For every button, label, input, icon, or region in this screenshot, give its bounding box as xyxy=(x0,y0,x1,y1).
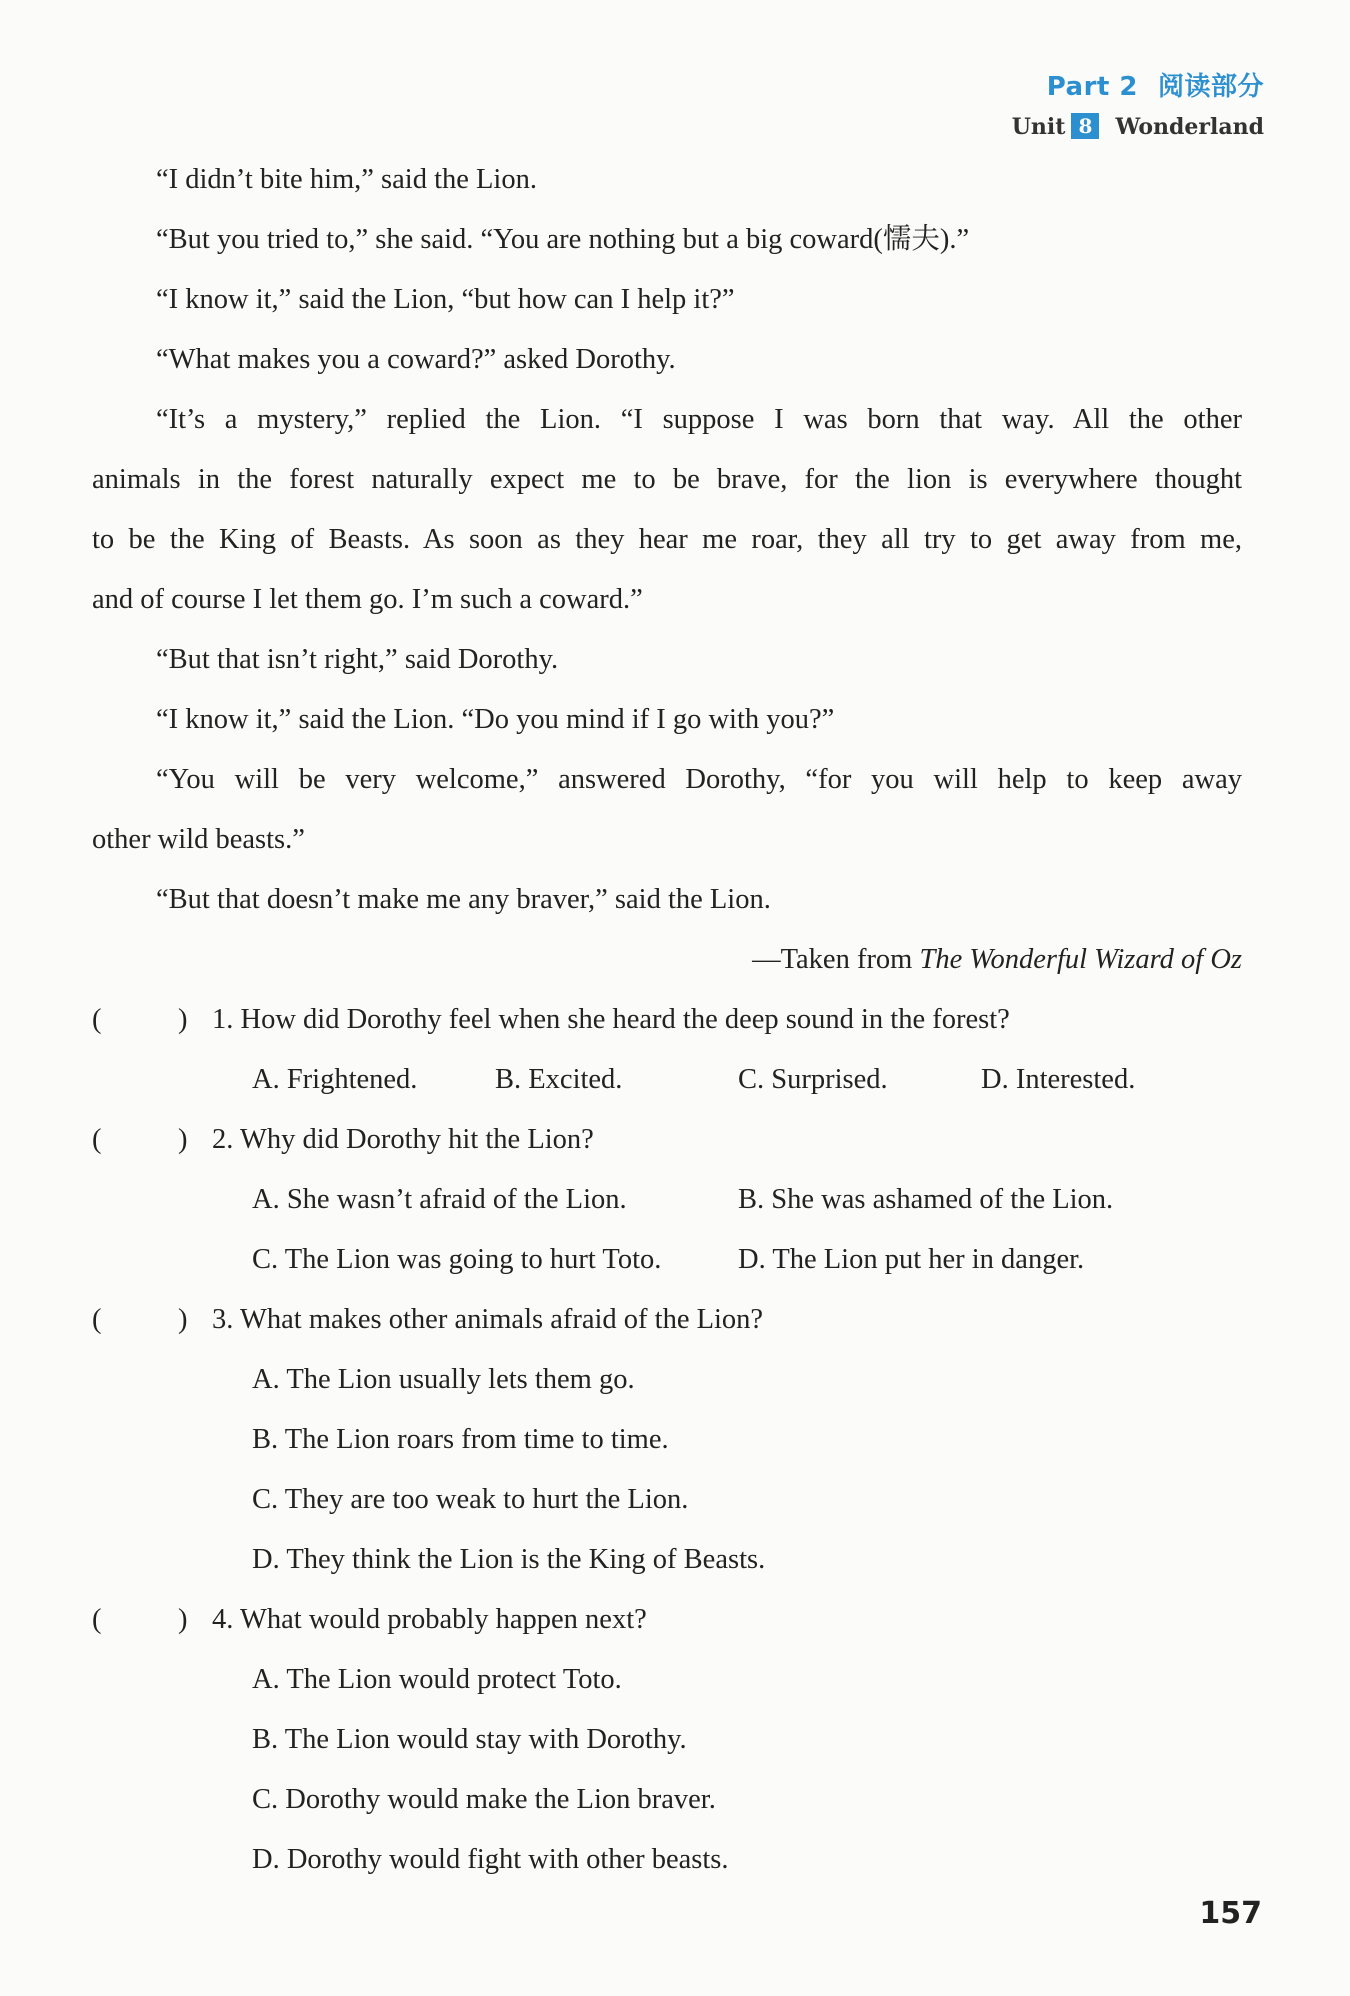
options-row xyxy=(92,1410,1242,1470)
page-header xyxy=(1012,66,1264,140)
part-label: Part 2 xyxy=(1046,72,1138,102)
unit-line xyxy=(1012,113,1264,140)
passage-line: “I didn’t bite him,” said the Lion. xyxy=(156,164,537,195)
option-d: D. Dorothy would fight with other beasts. xyxy=(252,1844,729,1875)
question-4 xyxy=(92,1590,1242,1650)
question-2 xyxy=(92,1110,1242,1170)
source-prefix: —Taken from xyxy=(752,944,920,975)
options-row xyxy=(92,1710,1242,1770)
source-citation xyxy=(92,930,1242,990)
option-b: B. She was ashamed of the Lion. xyxy=(738,1184,1114,1215)
option-d: D. Interested. xyxy=(981,1064,1136,1095)
question-3 xyxy=(92,1290,1242,1350)
page-number: 157 xyxy=(1199,1896,1262,1931)
passage-line: to be the King of Beasts. As soon as they hear me roar, they all try to get away from me, xyxy=(92,524,1242,555)
answer-blank-close[interactable]: ) xyxy=(178,1004,188,1035)
part-line xyxy=(1012,66,1264,103)
option-d: D. The Lion put her in danger. xyxy=(738,1244,1085,1275)
question-text: 4. What would probably happen next? xyxy=(212,1604,647,1635)
passage-line: other wild beasts.” xyxy=(92,824,305,855)
passage-line: “You will be very welcome,” answered Dorothy, “for you will help to keep away xyxy=(156,764,1242,795)
option-a: A. The Lion would protect Toto. xyxy=(252,1664,622,1695)
passage-line: “What makes you a coward?” asked Dorothy. xyxy=(156,344,676,375)
section-label: 阅读部分 xyxy=(1157,72,1264,102)
option-c: C. The Lion was going to hurt Toto. xyxy=(252,1244,662,1275)
option-b: B. The Lion would stay with Dorothy. xyxy=(252,1724,687,1755)
option-c: C. Dorothy would make the Lion braver. xyxy=(252,1784,716,1815)
reading-body xyxy=(92,150,1242,1890)
options-row xyxy=(92,1470,1242,1530)
option-d: D. They think the Lion is the King of Beasts. xyxy=(252,1544,766,1575)
answer-blank-open[interactable]: ( xyxy=(92,1004,102,1035)
options-row xyxy=(92,1770,1242,1830)
passage-line: “But that doesn’t make me any braver,” said the Lion. xyxy=(156,884,771,915)
answer-blank-open[interactable]: ( xyxy=(92,1124,102,1155)
options-row xyxy=(92,1170,1242,1230)
source-title: The Wonderful Wizard of Oz xyxy=(919,944,1242,975)
options-row xyxy=(92,1050,1242,1110)
unit-title: Wonderland xyxy=(1115,114,1264,140)
option-b: B. Excited. xyxy=(495,1064,623,1095)
option-a: A. The Lion usually lets them go. xyxy=(252,1364,635,1395)
option-b: B. The Lion roars from time to time. xyxy=(252,1424,669,1455)
unit-label: Unit xyxy=(1011,114,1066,140)
option-a: A. She wasn’t afraid of the Lion. xyxy=(252,1184,627,1215)
passage-line: animals in the forest naturally expect me to be brave, for the lion is everywhere thought xyxy=(92,464,1242,495)
question-text: 3. What makes other animals afraid of the Lion? xyxy=(212,1304,764,1335)
answer-blank-close[interactable]: ) xyxy=(178,1304,188,1335)
passage-line: and of course I let them go. I’m such a coward.” xyxy=(92,584,643,615)
passage-line: “But you tried to,” she said. “You are nothing but a big coward(懦夫).” xyxy=(156,224,970,255)
passage-line: “But that isn’t right,” said Dorothy. xyxy=(156,644,559,675)
option-a: A. Frightened. xyxy=(252,1064,418,1095)
passage-line: “It’s a mystery,” replied the Lion. “I suppose I was born that way. All the other xyxy=(156,404,1242,435)
unit-number-badge: 8 xyxy=(1071,113,1099,139)
answer-blank-close[interactable]: ) xyxy=(178,1604,188,1635)
options-row xyxy=(92,1830,1242,1890)
passage-line: “I know it,” said the Lion. “Do you mind if I go with you?” xyxy=(156,704,835,735)
options-row xyxy=(92,1530,1242,1590)
option-c: C. They are too weak to hurt the Lion. xyxy=(252,1484,689,1515)
options-row xyxy=(92,1230,1242,1290)
answer-blank-open[interactable]: ( xyxy=(92,1604,102,1635)
answer-blank-close[interactable]: ) xyxy=(178,1124,188,1155)
answer-blank-open[interactable]: ( xyxy=(92,1304,102,1335)
passage-line: “I know it,” said the Lion, “but how can I help it?” xyxy=(156,284,735,315)
question-text: 1. How did Dorothy feel when she heard the deep sound in the forest? xyxy=(212,1004,1010,1035)
options-row xyxy=(92,1650,1242,1710)
option-c: C. Surprised. xyxy=(738,1064,888,1095)
options-row xyxy=(92,1350,1242,1410)
question-text: 2. Why did Dorothy hit the Lion? xyxy=(212,1124,594,1155)
question-1 xyxy=(92,990,1242,1050)
